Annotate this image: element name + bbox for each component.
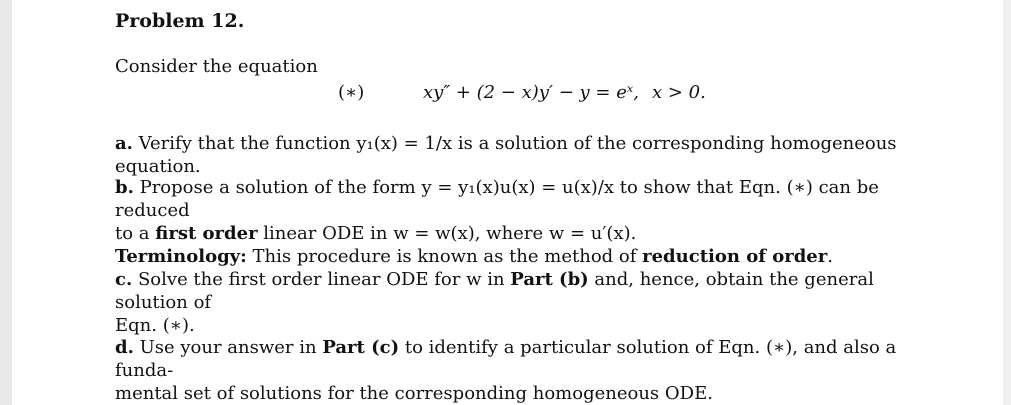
- part-c: [115, 268, 945, 337]
- part-b-line2-post: linear ODE in w = w(x), where w = u′(x).: [257, 223, 637, 244]
- part-a: [115, 132, 945, 178]
- part-a-label: a.: [115, 133, 133, 154]
- part-b-text-1: Propose a solution of the form y = y₁(x)u(x) = u(x)/x to show that Eqn. (∗) can be reduced: [115, 177, 879, 221]
- left-margin-strip: [0, 0, 12, 405]
- part-b-label: b.: [115, 177, 134, 198]
- part-d-line1: [115, 336, 945, 382]
- part-b-line2: [115, 222, 945, 245]
- part-b-line2-bold: first order: [155, 223, 258, 244]
- part-d-label: d.: [115, 337, 134, 358]
- part-c-bold: Part (b): [510, 269, 589, 290]
- part-c-post: and, hence, obtain the general solution of: [115, 269, 874, 313]
- problem-intro: Consider the equation: [115, 56, 318, 77]
- part-c-line1: [115, 268, 945, 314]
- terminology-post: .: [827, 246, 833, 267]
- main-equation: [115, 82, 945, 108]
- terminology-bold: reduction of order: [642, 246, 828, 267]
- part-c-label: c.: [115, 269, 133, 290]
- part-d-bold: Part (c): [322, 337, 400, 358]
- part-b-line1: [115, 176, 945, 222]
- part-d-pre: Use your answer in: [139, 337, 323, 358]
- equation-tag: (∗): [338, 82, 365, 103]
- equation-body: xy″ + (2 − x)y′ − y = eˣ,: [423, 82, 639, 103]
- part-a-text: Verify that the function y₁(x) = 1/x is a solution of the corresponding homogeneous equation.: [115, 133, 897, 177]
- terminology-pre: This procedure is known as the method of: [246, 246, 643, 267]
- right-margin-strip: [1003, 0, 1011, 405]
- part-b-line2-pre: to a: [115, 223, 156, 244]
- part-c-pre: Solve the first order linear ODE for w in: [137, 269, 511, 290]
- terminology-label: Terminology:: [115, 246, 247, 267]
- part-d-post: to identify a particular solution of Eqn. (∗), and also a funda-: [115, 337, 897, 381]
- equation-condition: x > 0.: [652, 82, 706, 103]
- part-c-line2: Eqn. (∗).: [115, 315, 195, 336]
- problem-title: Problem 12.: [115, 10, 245, 32]
- terminology-line: [115, 245, 945, 268]
- part-d: [115, 336, 945, 405]
- part-d-line2: mental set of solutions for the corresponding homogeneous ODE.: [115, 383, 713, 404]
- part-b: [115, 176, 945, 268]
